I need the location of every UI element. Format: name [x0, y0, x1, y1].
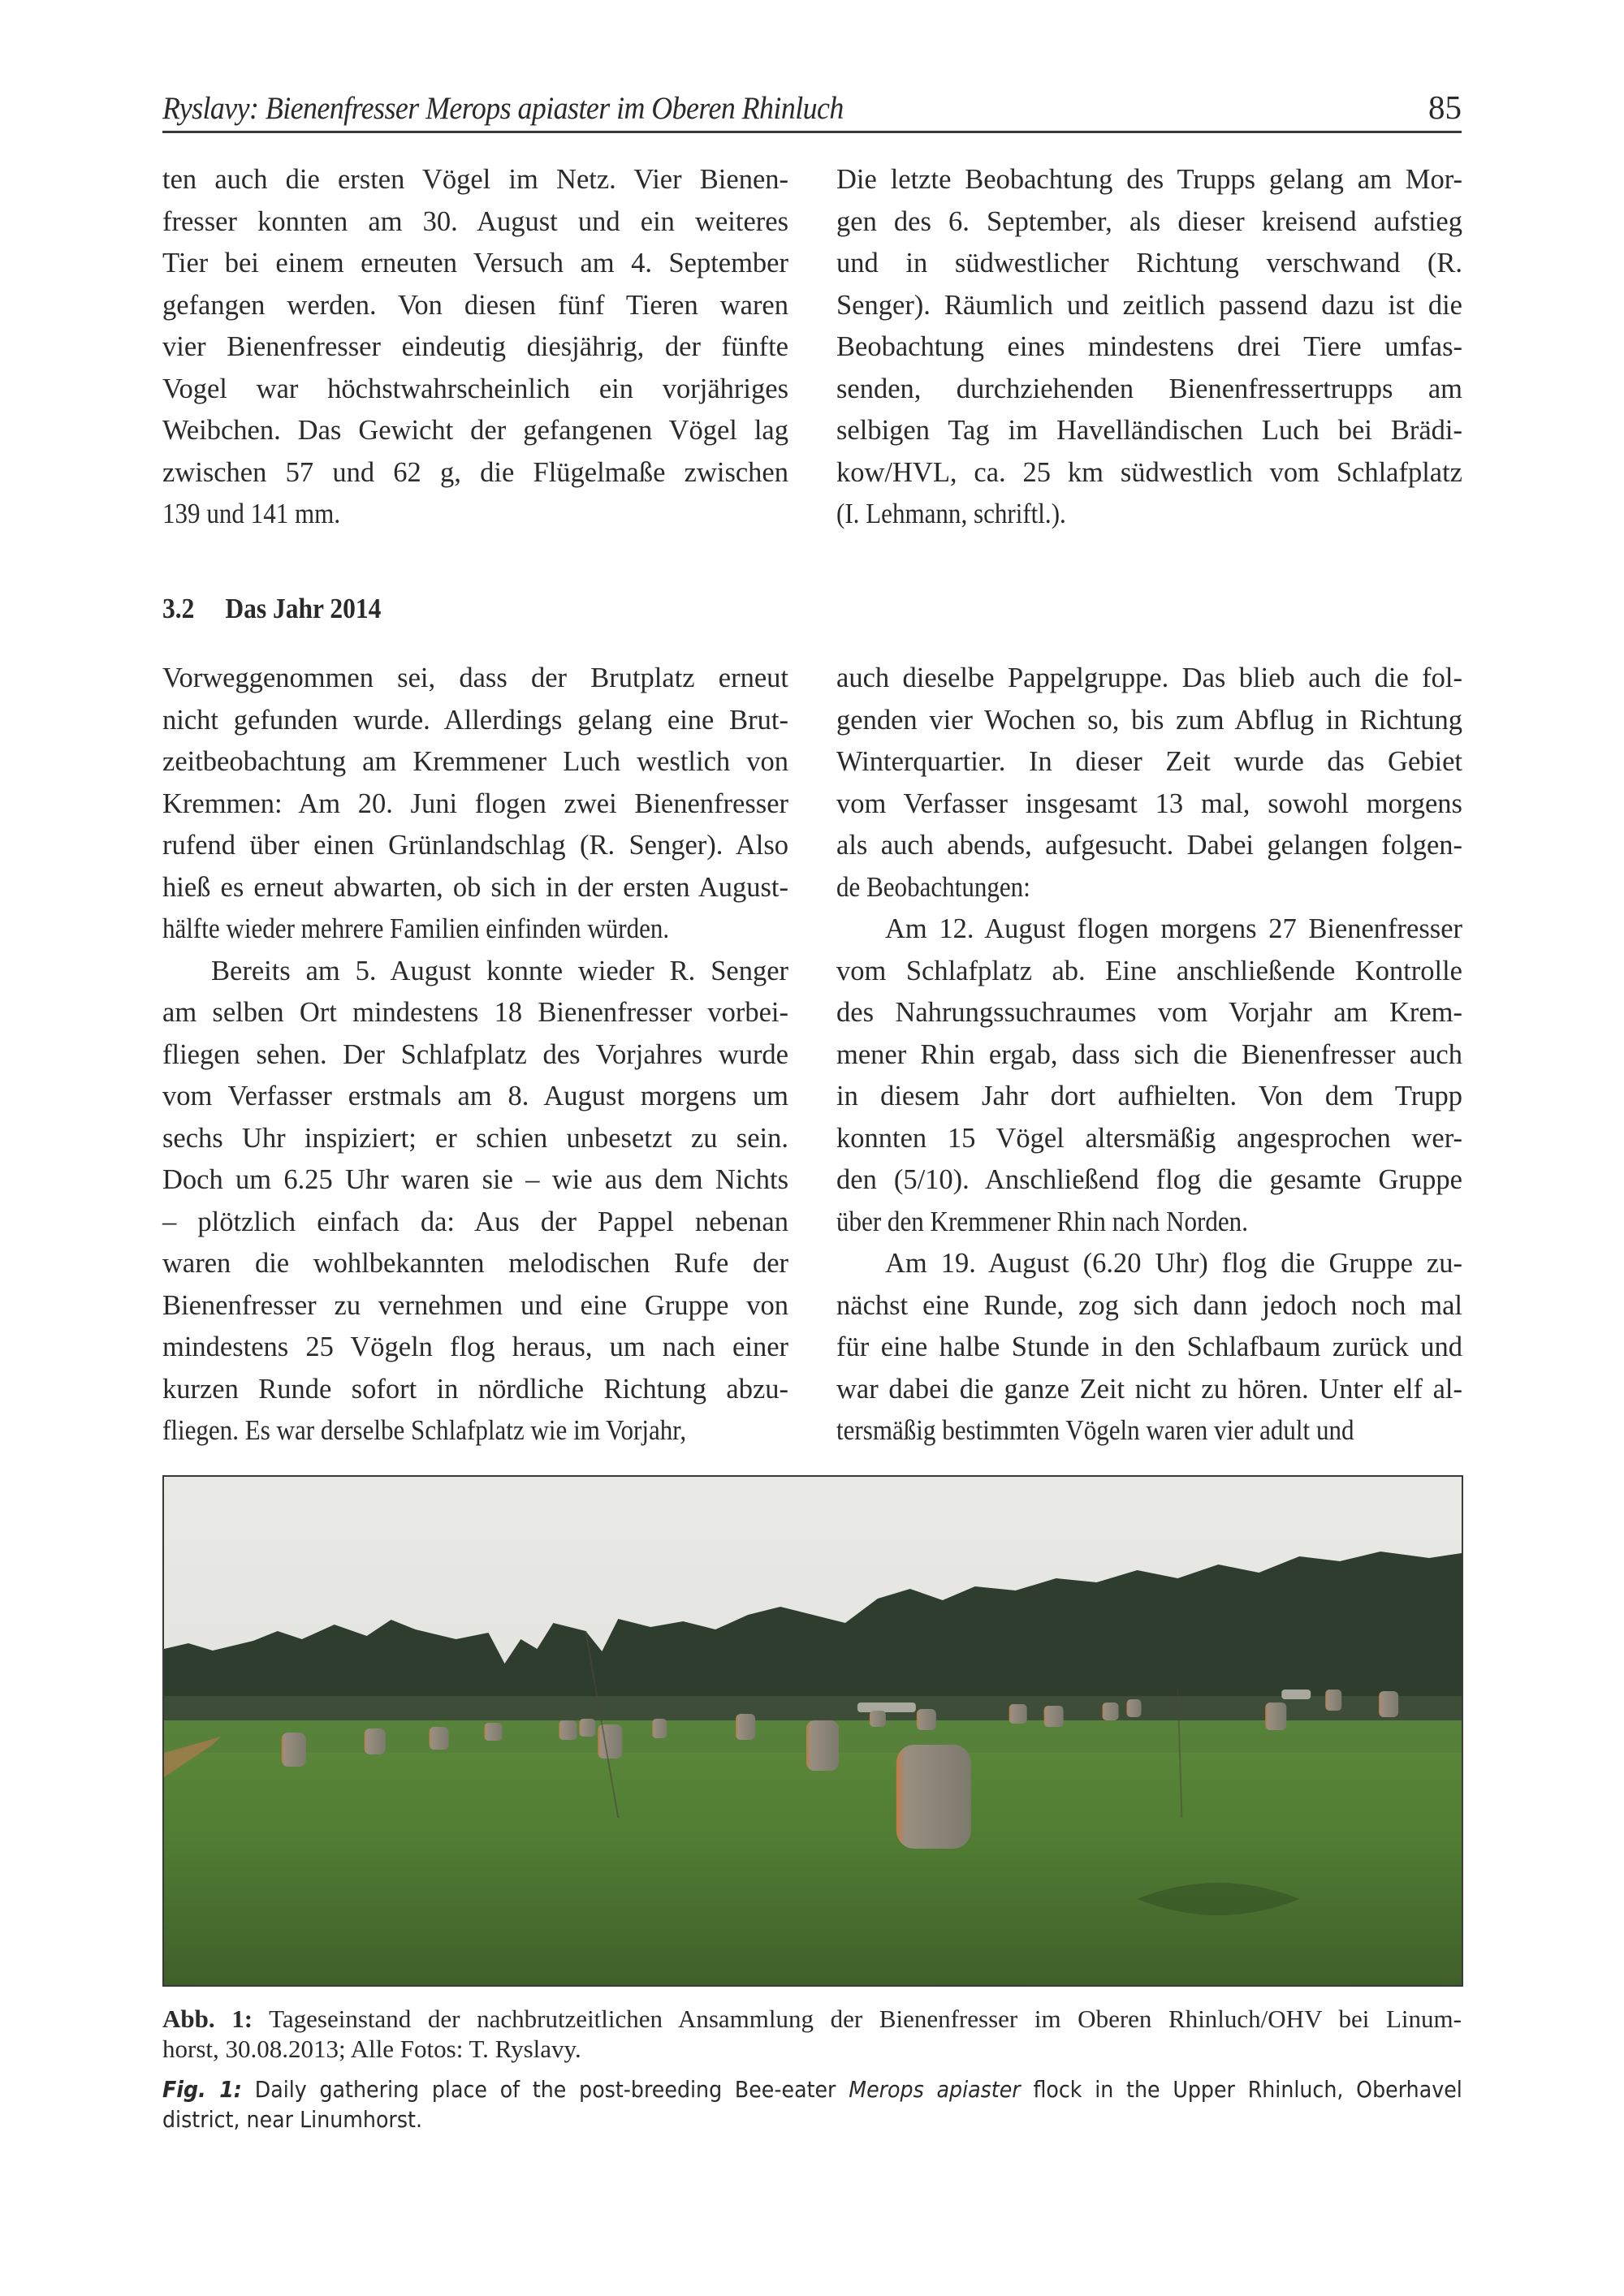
- text-line: über den Kremmener Rhin nach Norden.: [836, 1206, 1248, 1237]
- text-line: für eine halbe Stunde in den Schlafbaum zurück und: [836, 1331, 1462, 1362]
- hay-bale: [736, 1714, 755, 1740]
- text-line: Weibchen. Das Gewicht der gefangenen Vögel lag: [162, 415, 788, 446]
- text-line: zeitbeobachtung am Kremmener Luch westlich von: [162, 746, 788, 777]
- text-line: Tier bei einem erneuten Versuch am 4. September: [162, 248, 788, 278]
- body-left-column: [162, 658, 788, 1452]
- text-line: de Beobachtungen:: [836, 871, 1030, 903]
- text-line: hälfte wieder mehrere Familien einfinden würden.: [162, 913, 670, 944]
- hay-bale: [857, 1703, 916, 1712]
- hay-bale: [1009, 1704, 1027, 1724]
- text-line: des Nahrungssuchraumes vom Vorjahr am Krem-: [836, 997, 1462, 1028]
- caption-text: Tageseinstand der nachbrutzeitlichen Ansammlung der Bienenfresser im Oberen Rhinluch/OHV bei Linum-: [269, 2005, 1462, 2033]
- hay-bale: [485, 1723, 503, 1741]
- text-line: Bereits am 5. August konnte wieder R. Senger: [211, 955, 788, 986]
- caption-label: Abb. 1:: [162, 2005, 253, 2033]
- figure-photo: [162, 1475, 1463, 1987]
- text-line: den (5/10). Anschließend flog die gesamte Gruppe: [836, 1164, 1462, 1195]
- species-name: Merops apiaster: [849, 2077, 1021, 2103]
- text-line: mener Rhin ergab, dass sich die Bienenfresser auch: [836, 1038, 1462, 1070]
- hay-bale: [598, 1724, 622, 1759]
- text-line: fliegen. Es war derselbe Schlafplatz wie im Vorjahr,: [162, 1415, 687, 1446]
- hay-bale: [1103, 1703, 1119, 1720]
- top-left-column: [162, 159, 788, 536]
- hay-bale: [917, 1709, 936, 1730]
- meadow-photo: [164, 1477, 1462, 1985]
- hay-bale: [430, 1727, 449, 1750]
- text-line: Winterquartier. In dieser Zeit wurde das Gebiet: [836, 746, 1462, 777]
- text-line: gefangen werden. Von diesen fünf Tieren waren: [162, 289, 788, 321]
- caption-text: Daily gathering place of the post-breeding Bee-eater: [254, 2077, 836, 2103]
- text-line: Kremmen: Am 20. Juni flogen zwei Bienenfresser: [162, 788, 788, 819]
- text-line: rufend über einen Grünlandschlag (R. Senger). Also: [162, 830, 788, 861]
- text-line: (I. Lehmann, schriftl.).: [836, 498, 1066, 529]
- running-title: Ryslavy: Bienenfresser Merops apiaster im Oberen Rhinluch: [162, 91, 844, 126]
- text-line: 139 und 141 mm.: [162, 498, 341, 529]
- text-line: war dabei die ganze Zeit nicht zu hören. Unter elf al-: [836, 1373, 1462, 1405]
- hay-bale: [1325, 1690, 1341, 1711]
- hay-bale: [1044, 1706, 1064, 1727]
- text-line: Am 19. August (6.20 Uhr) flog die Gruppe zu-: [885, 1248, 1462, 1279]
- text-line: nächst eine Runde, zog sich dann jedoch noch mal: [836, 1289, 1462, 1321]
- text-line: Die letzte Beobachtung des Trupps gelang am Mor-: [836, 164, 1462, 195]
- hay-bale: [896, 1745, 971, 1849]
- caption-label: Fig. 1:: [162, 2077, 242, 2103]
- hay-bale: [282, 1733, 306, 1767]
- hay-bale: [1127, 1699, 1142, 1717]
- text-line: konnten 15 Vögel altersmäßig angesprochen wer-: [836, 1122, 1462, 1154]
- text-line: als auch abends, aufgesucht. Dabei gelangen folgen-: [836, 830, 1462, 861]
- text-line: und in südwestlicher Richtung verschwand (R.: [836, 248, 1462, 278]
- text-line: Vorweggenommen sei, dass der Brutplatz erneut: [162, 662, 788, 693]
- section-title: Das Jahr 2014: [225, 593, 382, 624]
- text-line: Beobachtung eines mindestens drei Tiere umfas-: [836, 331, 1462, 362]
- caption-text-line2: horst, 30.08.2013; Alle Fotos: T. Ryslavy.: [162, 2035, 581, 2063]
- text-line: kow/HVL, ca. 25 km südwestlich vom Schlafplatz: [836, 456, 1462, 488]
- hay-bale: [652, 1719, 667, 1738]
- hay-bale: [1265, 1703, 1286, 1730]
- page-number: 85: [1428, 88, 1462, 126]
- text-line: mindestens 25 Vögeln flog heraus, um nach einer: [162, 1331, 788, 1362]
- text-line: genden vier Wochen so, bis zum Abflug in Richtung: [836, 704, 1462, 736]
- text-line: fliegen sehen. Der Schlafplatz des Vorjahres wurde: [162, 1038, 788, 1070]
- text-line: fresser konnten am 30. August und ein weiteres: [162, 205, 788, 237]
- hay-bale: [365, 1728, 386, 1754]
- text-line: waren die wohlbekannten melodischen Rufe der: [162, 1248, 788, 1279]
- text-line: vom Verfasser insgesamt 13 mal, sowohl morgens: [836, 788, 1462, 819]
- text-line: ten auch die ersten Vögel im Netz. Vier Bienen-: [162, 164, 788, 195]
- caption-text: flock in the Upper Rhinluch, Oberhavel: [1033, 2077, 1462, 2103]
- figure-caption-english: [162, 2075, 1462, 2135]
- text-line: in diesem Jahr dort aufhielten. Von dem Trupp: [836, 1081, 1462, 1111]
- hay-bale: [1379, 1691, 1398, 1717]
- hay-bale: [579, 1719, 595, 1737]
- running-header: [162, 80, 1462, 128]
- text-line: auch dieselbe Pappelgruppe. Das blieb auch die fol-: [836, 662, 1462, 693]
- text-line: sechs Uhr inspiziert; er schien unbesetzt zu sein.: [162, 1122, 788, 1154]
- text-line: tersmäßig bestimmten Vögeln waren vier adult und: [836, 1415, 1354, 1446]
- text-line: zwischen 57 und 62 g, die Flügelmaße zwischen: [162, 456, 788, 488]
- hay-bale: [806, 1720, 839, 1771]
- text-line: kurzen Runde sofort in nördliche Richtung abzu-: [162, 1373, 788, 1405]
- text-line: vom Schlafplatz ab. Eine anschließende Kontrolle: [836, 955, 1462, 986]
- text-line: Doch um 6.25 Uhr waren sie – wie aus dem Nichts: [162, 1164, 788, 1195]
- text-line: selbigen Tag im Havelländischen Luch bei Brädi-: [836, 415, 1462, 446]
- body-right-column: [836, 658, 1462, 1452]
- section-number: 3.2: [162, 593, 195, 624]
- text-line: am selben Ort mindestens 18 Bienenfresser vorbei-: [162, 997, 788, 1028]
- text-line: gen des 6. September, als dieser kreisend aufstieg: [836, 205, 1462, 237]
- text-line: Vogel war höchstwahrscheinlich ein vorjähriges: [162, 373, 788, 404]
- top-right-column: [836, 159, 1462, 536]
- text-line: – plötzlich einfach da: Aus der Pappel nebenan: [162, 1206, 788, 1237]
- header-rule: [162, 131, 1462, 133]
- text-line: senden, durchziehenden Bienenfressertrupps am: [836, 373, 1462, 404]
- text-line: hieß es erneut abwarten, ob sich in der ersten August-: [162, 871, 788, 903]
- text-line: Bienenfresser zu vernehmen und eine Gruppe von: [162, 1289, 788, 1321]
- hay-bale: [559, 1720, 577, 1740]
- text-line: vier Bienenfresser eindeutig diesjährig, der fünfte: [162, 331, 788, 362]
- text-line: Am 12. August flogen morgens 27 Bienenfresser: [885, 913, 1462, 944]
- hay-bale: [870, 1711, 886, 1727]
- caption-text-line2: district, near Linumhorst.: [162, 2107, 422, 2133]
- text-line: vom Verfasser erstmals am 8. August morgens um: [162, 1081, 788, 1111]
- section-heading: [162, 593, 381, 625]
- hay-bale: [1281, 1690, 1311, 1699]
- text-line: Senger). Räumlich und zeitlich passend dazu ist die: [836, 289, 1462, 321]
- figure-caption-german: [162, 2004, 1462, 2064]
- text-line: nicht gefunden wurde. Allerdings gelang eine Brut-: [162, 704, 788, 736]
